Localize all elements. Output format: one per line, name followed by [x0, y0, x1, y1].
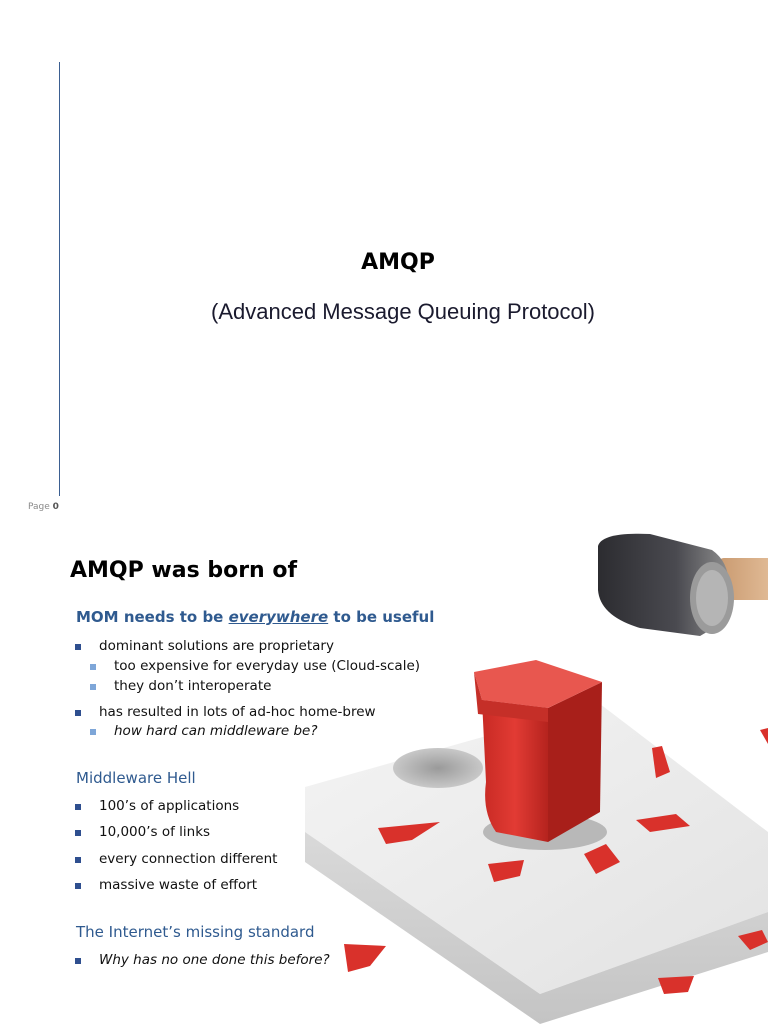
list-item-text: 100’s of applications [99, 798, 240, 814]
page-label: Page [28, 502, 50, 512]
list-item [99, 638, 334, 654]
section-heading-mom [76, 608, 434, 626]
sub-list-item [114, 658, 420, 674]
list-item [99, 824, 210, 840]
page-indicator [28, 502, 59, 512]
list-item-text: massive waste of effort [99, 877, 258, 893]
list-item-text: how hard can middleware be? [114, 723, 318, 739]
list-item [99, 952, 330, 968]
bullet-square-icon [75, 958, 81, 964]
bullet-square-icon [90, 729, 96, 735]
bullet-square-icon [75, 644, 81, 650]
list-item-text: 10,000’s of links [99, 824, 211, 840]
vertical-rule [59, 62, 60, 496]
list-item [99, 877, 257, 893]
bullet-square-icon [90, 684, 96, 690]
slide-heading: AMQP was born of [70, 558, 298, 583]
bullet-square-icon [75, 830, 81, 836]
list-item-text: too expensive for everyday use (Cloud-scale) [114, 658, 421, 674]
list-item-text: dominant solutions are proprietary [99, 638, 334, 654]
slide-subtitle: (Advanced Message Queuing Protocol) [211, 299, 595, 324]
square-peg-icon [474, 660, 607, 850]
page-number: 0 [52, 502, 59, 512]
list-item [99, 704, 376, 720]
list-item-text: has resulted in lots of ad-hoc home-brew [99, 704, 376, 720]
list-item-text: every connection different [99, 851, 278, 867]
sub-list-item [114, 678, 271, 694]
list-item-text: they don’t interoperate [114, 678, 272, 694]
bullet-square-icon [75, 883, 81, 889]
bullet-square-icon [75, 804, 81, 810]
bullet-square-icon [90, 664, 96, 670]
slide-title: AMQP [361, 250, 435, 275]
sub-list-item [114, 723, 318, 739]
section-heading-missing-standard: The Internet’s missing standard [76, 923, 315, 941]
hammer-icon [598, 534, 768, 636]
list-item [99, 798, 239, 814]
round-hole-icon [393, 748, 483, 788]
section-heading-emphasis: everywhere [228, 608, 329, 626]
bullet-square-icon [75, 857, 81, 863]
section-heading-middleware-hell: Middleware Hell [76, 769, 196, 787]
section-heading-prefix: MOM needs to be [76, 608, 229, 626]
content-slide [0, 532, 768, 1024]
bullet-square-icon [75, 710, 81, 716]
list-item-text: Why has no one done this before? [99, 952, 330, 968]
section-heading-suffix: to be useful [328, 608, 435, 626]
list-item [99, 851, 277, 867]
